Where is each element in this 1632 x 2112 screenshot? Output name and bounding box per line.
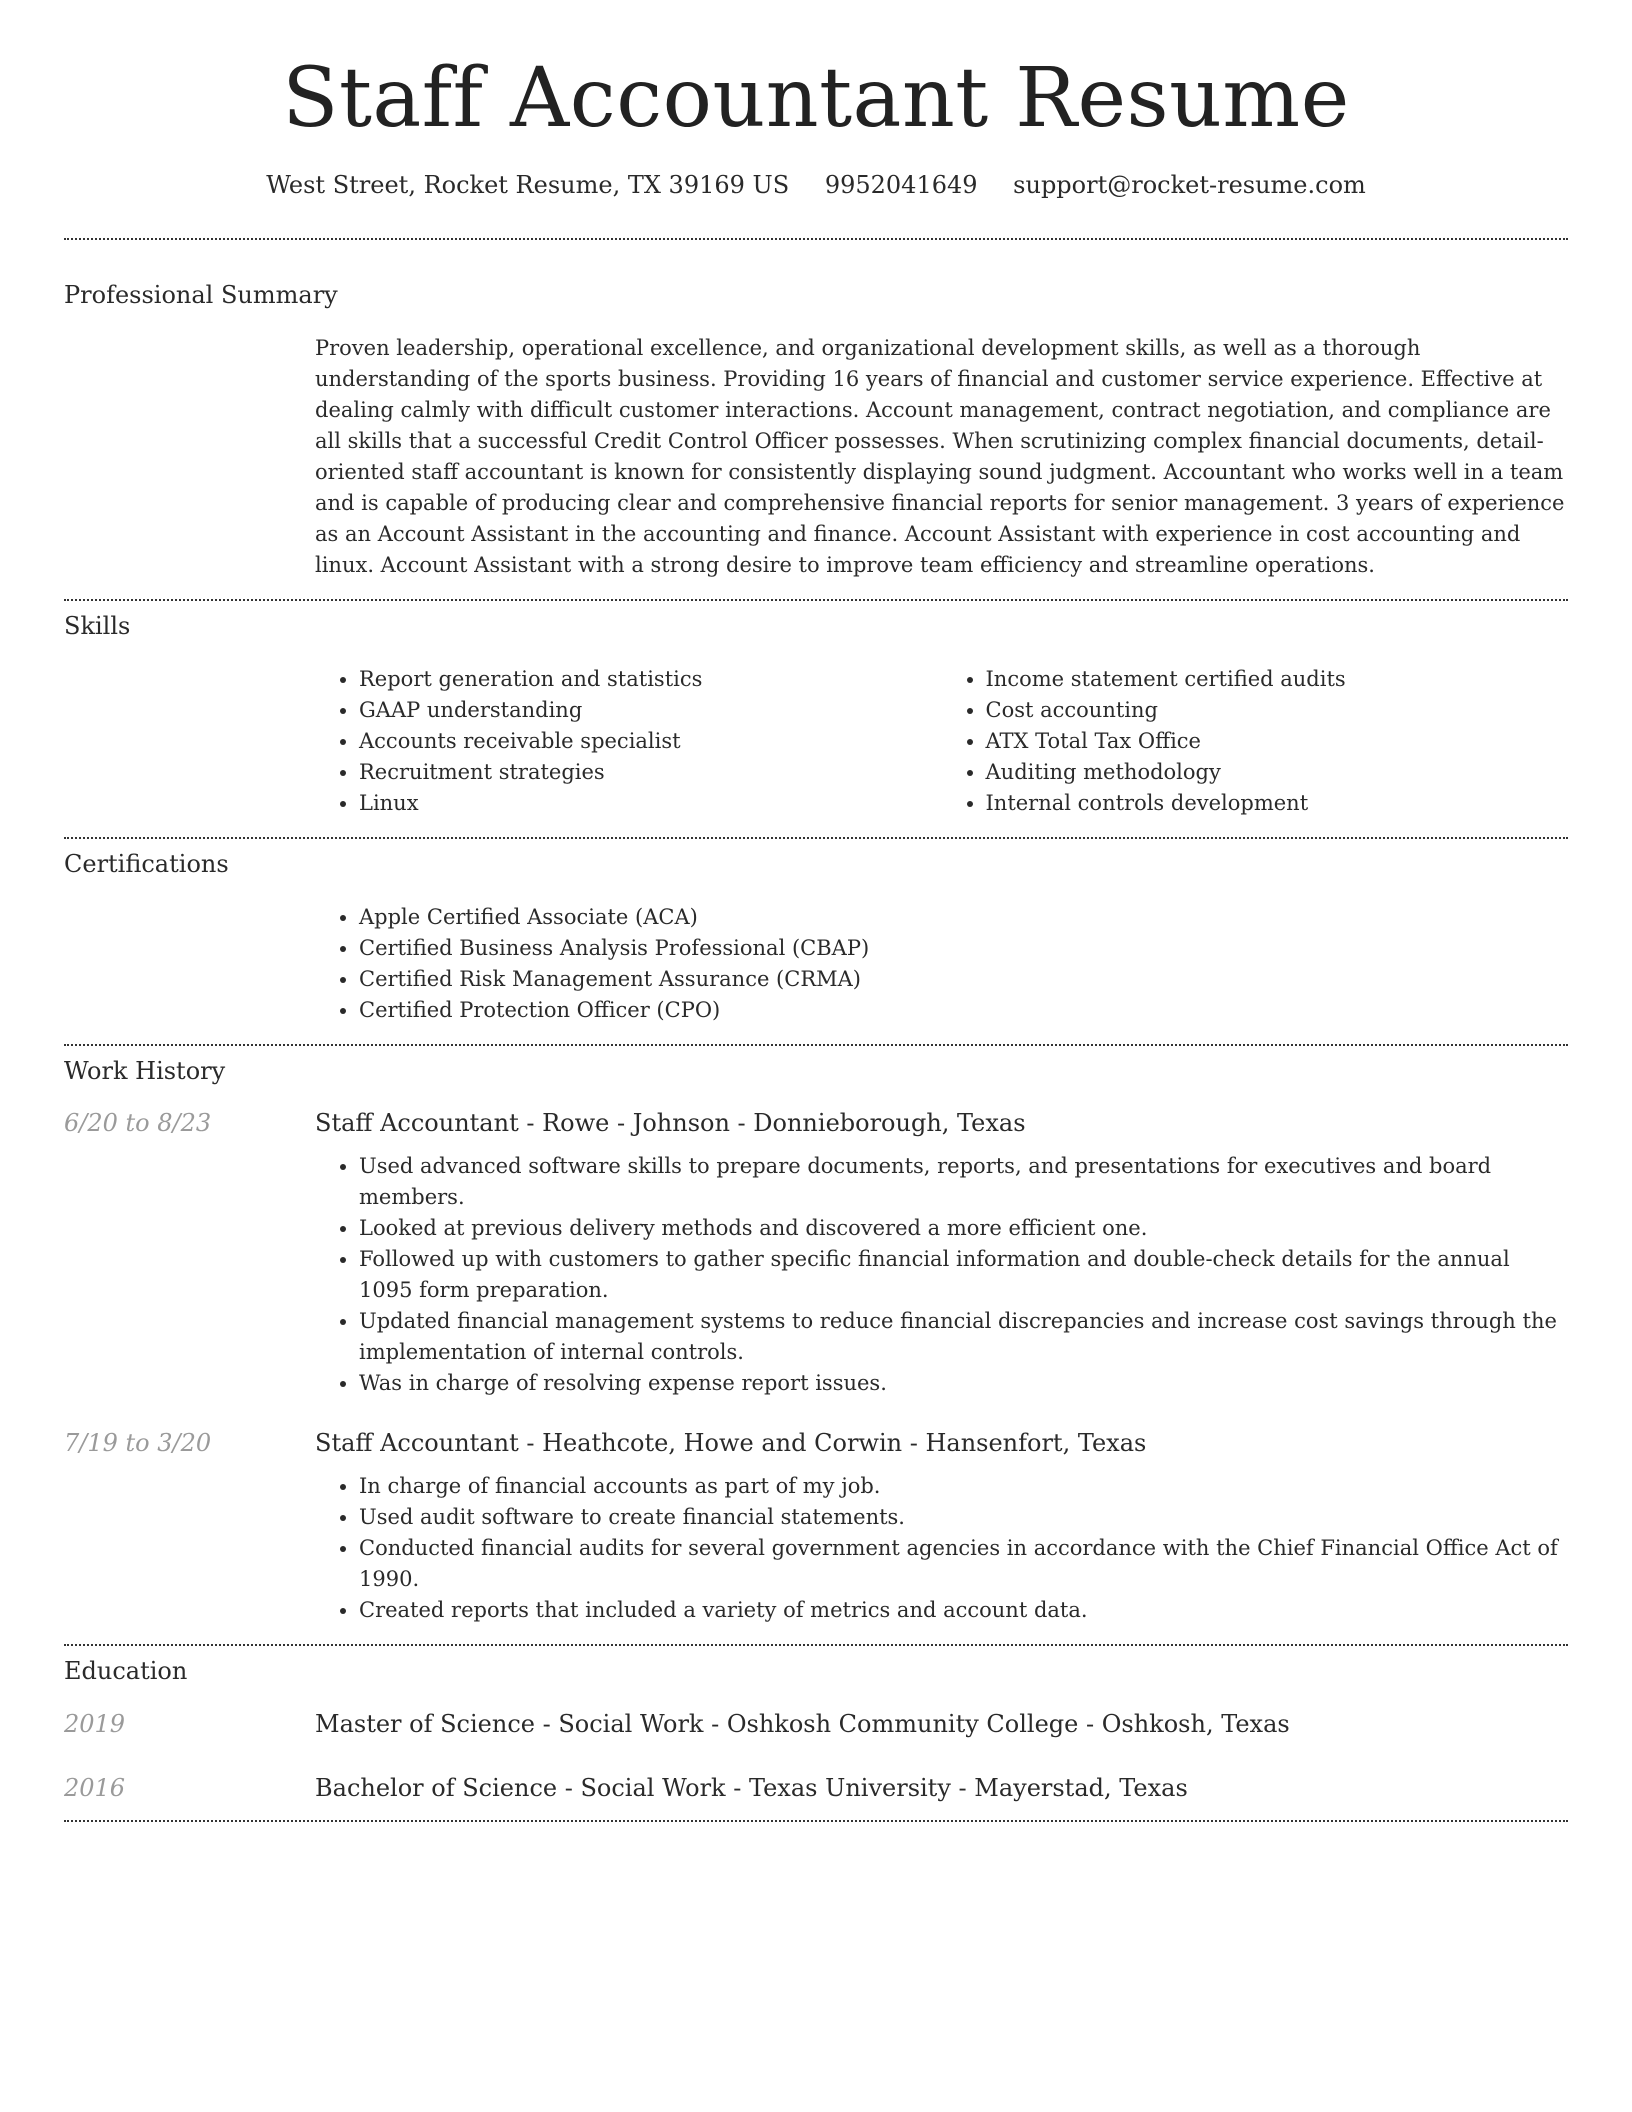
summary-section [64,240,1568,599]
section-title-summary: Professional Summary [64,280,338,309]
job-dates: 7/19 to 3/20 [64,1429,212,1458]
section-title-work-history: Work History [64,1057,226,1086]
skills-list-left [315,664,942,819]
job-duties-list [315,1471,1568,1626]
list-item: • Auditing methodology [986,757,1569,788]
list-item: • Certified Risk Management Assurance (CRMA) [359,964,1568,995]
job-entry [64,1429,1568,1626]
skills-grid [315,664,1568,819]
job-duties-list [315,1151,1568,1399]
job-entry [64,1109,1568,1399]
divider [64,1820,1568,1822]
education-degree: Master of Science - Social Work - Oshkosh Community College - Oshkosh, Texas [315,1709,1290,1738]
education-entry [64,1774,1568,1802]
list-item: • Updated financial management systems to reduce financial discrepancies and increase cost savings through the implementation of internal controls. [359,1306,1568,1368]
certifications-list [315,902,1568,1026]
job-duties [315,1151,1568,1399]
list-item: • Looked at previous delivery methods and discovered a more efficient one. [359,1213,1568,1244]
list-item: • Certified Business Analysis Professional (CBAP) [359,933,1568,964]
education-year: 2019 [64,1709,126,1738]
certifications-section [64,839,1568,1044]
education-degree: Bachelor of Science - Social Work - Texas University - Mayerstad, Texas [315,1773,1188,1802]
list-item: • Created reports that included a variety of metrics and account data. [359,1595,1568,1626]
work-history-section [64,1046,1568,1644]
job-duties [315,1471,1568,1626]
list-item: • GAAP understanding [359,695,942,726]
list-item: • In charge of financial accounts as part of my job. [359,1471,1568,1502]
education-year: 2016 [64,1773,126,1802]
certifications-content [315,902,1568,1026]
contact-email: support@rocket-resume.com [1013,171,1366,200]
job-header [64,1429,1568,1457]
skills-list-right [942,664,1569,819]
list-item: • Used advanced software skills to prepare documents, reports, and presentations for executives and board members. [359,1151,1568,1213]
list-item: • Apple Certified Associate (ACA) [359,902,1568,933]
list-item: • Certified Protection Officer (CPO) [359,995,1568,1026]
section-title-education: Education [64,1657,188,1686]
contact-address: West Street, Rocket Resume, TX 39169 US [266,171,790,200]
section-title-certifications: Certifications [64,849,229,878]
job-header [64,1109,1568,1137]
list-item: • Linux [359,788,942,819]
summary-text: Proven leadership, operational excellence, and organizational development skills, as well as a thorough understanding of the sports business. Providing 16 years of financial and customer service experience. Effective at dealing calmly with difficult customer interactions. Account management, contract negotiation, and compliance are all skills that a successful Credit Control Officer possesses. When scrutinizing complex financial documents, detail-oriented staff accountant is known for consistently displaying sound judgment. Accountant who works well in a team and is capable of producing clear and comprehensive financial reports for senior management. 3 years of experience as an Account Assistant in the accounting and finance. Account Assistant with experience in cost accounting and linux. Account Assistant with a strong desire to improve team efficiency and streamline operations. [315,335,1565,577]
resume-title: Staff Accountant Resume [282,51,1350,146]
list-item: • Income statement certified audits [986,664,1569,695]
job-title: Staff Accountant - Heathcote, Howe and Corwin - Hansenfort, Texas [315,1429,1147,1458]
contact-line [64,170,1568,201]
list-item: • Used audit software to create financial statements. [359,1502,1568,1533]
resume-header [64,0,1568,202]
section-title-skills: Skills [64,611,131,640]
list-item: • Internal controls development [986,788,1569,819]
list-item: • Recruitment strategies [359,757,942,788]
education-entry [64,1710,1568,1738]
list-item: • Report generation and statistics [359,664,942,695]
job-title: Staff Accountant - Rowe - Johnson - Donnieborough, Texas [315,1109,1026,1138]
list-item: • Cost accounting [986,695,1569,726]
list-item: • Conducted financial audits for several government agencies in accordance with the Chief Financial Office Act of 1990. [359,1533,1568,1595]
list-item: • Followed up with customers to gather specific financial information and double-check details for the annual 1095 form preparation. [359,1244,1568,1306]
list-item: • Accounts receivable specialist [359,726,942,757]
job-dates: 6/20 to 8/23 [64,1109,212,1138]
contact-phone: 9952041649 [824,171,978,200]
list-item: • Was in charge of resolving expense report issues. [359,1368,1568,1399]
list-item: • ATX Total Tax Office [986,726,1569,757]
education-section [64,1646,1568,1819]
skills-section [64,601,1568,837]
